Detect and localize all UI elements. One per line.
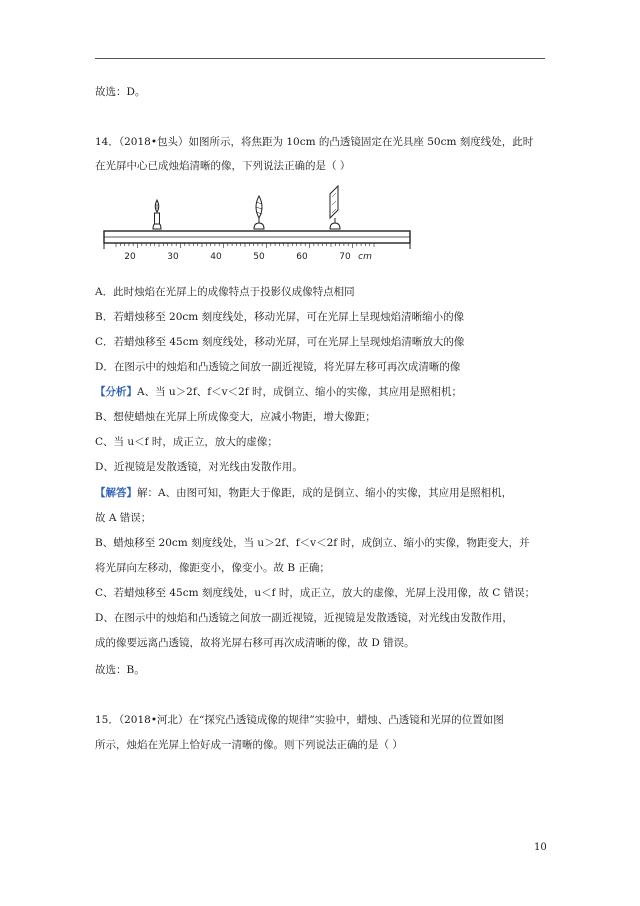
solution-tag: 【解答】 [95, 487, 137, 499]
q14-option-d: D．在图示中的烛焰和凸透镜之间放一副近视镜，将光屏左移可再次成清晰的像 [95, 361, 461, 373]
header-rule [95, 58, 545, 59]
tick-label-50: 50 [253, 252, 265, 262]
solution-line-4: 将光屏向左移动，像距变小，像变小。故 B 正确； [95, 562, 330, 574]
convex-lens [254, 196, 264, 229]
q14-stem-line-1: 14．（2018•包头）如图所示，将焦距为 10cm 的凸透镜固定在光具座 50cm 刻度线处，此时 [95, 136, 534, 148]
analysis-tag: 【分析】 [95, 386, 137, 398]
q15-stem-line-1: 15．（2018•河北）在“探究凸透镜成像的规律”实验中，蜡烛、凸透镜和光屏的位置如图 [95, 714, 504, 726]
q14-option-b: B．若蜡烛移至 20cm 刻度线处，移动光屏，可在光屏上呈现烛焰清晰缩小的像 [95, 311, 465, 323]
tick-label-70: 70 [339, 252, 351, 262]
tick-label-30: 30 [167, 252, 179, 262]
analysis-line-2: B、想使蜡烛在光屏上所成像变大，应减小物距，增大像距； [95, 411, 376, 423]
solution-line-3: B、蜡烛移至 20cm 刻度线处，当 u＞2f、f＜v＜2f 时，成倒立、缩小的实像，物距变大，并 [95, 537, 530, 549]
bench-ticks [116, 243, 374, 248]
analysis-line-4: D、近视镜是发散透镜，对光线由发散作用。 [95, 461, 303, 473]
analysis-line-3: C、当 u＜f 时，成正立，放大的虚像； [95, 436, 278, 448]
optical-bench-figure [102, 185, 414, 271]
q15-stem-line-2: 所示，烛焰在光屏上恰好成一清晰的像。则下列说法正确的是（ ） [95, 739, 403, 751]
candle [153, 200, 161, 229]
analysis-line-1 [95, 384, 555, 400]
q14-option-c: C．若蜡烛移至 45cm 刻度线处，移动光屏，可在光屏上呈现烛焰清晰放大的像 [95, 336, 465, 348]
solution-line-5: C、若蜡烛移至 45cm 刻度线处，u＜f 时，成正立，放大的虚像，光屏上没用像，故 C 错误； [95, 587, 536, 599]
solution-text-1: 解：A、由图可知，物距大于像距，成的是倒立、缩小的实像，其应用是照相机， [137, 487, 513, 499]
page-number: 10 [534, 842, 547, 853]
q14-option-a: A．此时烛焰在光屏上的成像特点于投影仪成像特点相同 [95, 286, 355, 298]
solution-line-6: D、在图示中的烛焰和凸透镜之间放一副近视镜，近视镜是发散透镜，对光线由发散作用， [95, 612, 513, 624]
tick-label-60: 60 [296, 252, 308, 262]
solution-line-7: 成的像要远离凸透镜，故将光屏右移可再次成清晰的像，故 D 错误。 [95, 637, 415, 649]
light-screen [330, 186, 340, 229]
q14-stem-line-2: 在光屏中心已成烛焰清晰的像，下列说法正确的是（ ） [95, 160, 351, 172]
tick-label-40: 40 [210, 252, 222, 262]
solution-line-2: 故 A 错误； [95, 512, 152, 524]
previous-answer: 故选：D。 [95, 86, 146, 98]
tick-label-20: 20 [124, 252, 136, 262]
analysis-text-1: A、当 u＞2f、f＜v＜2f 时，成倒立、缩小的实像，其应用是照相机； [137, 386, 462, 398]
solution-line-1 [95, 485, 555, 501]
q14-answer: 故选：B。 [95, 664, 145, 676]
unit-label: cm [358, 252, 372, 262]
